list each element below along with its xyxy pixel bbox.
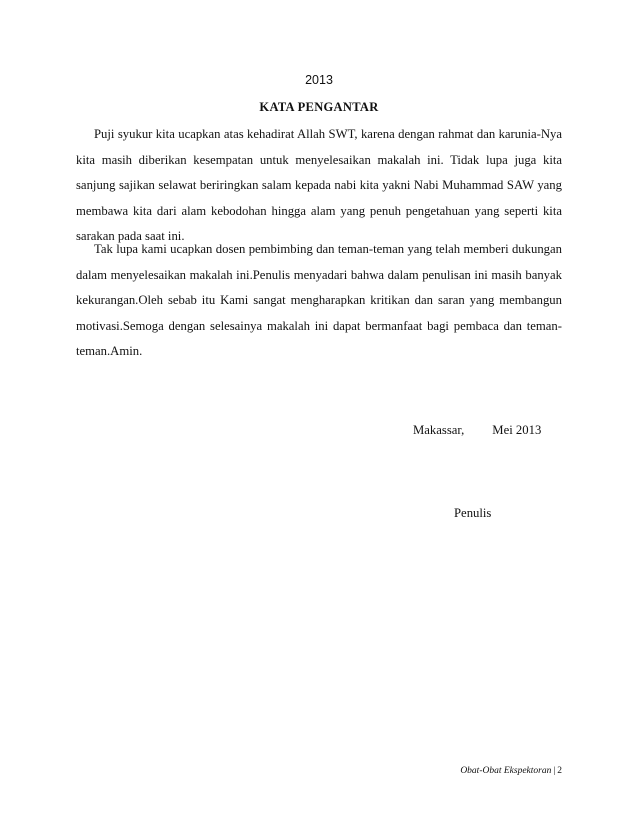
header-year: 2013 [305,73,333,87]
date: Mei 2013 [492,423,542,437]
body-paragraph: Tak lupa kami ucapkan dosen pembimbing dan teman-teman yang telah memberi dukungan dalam menyelesaikan makalah ini.Penulis menyadari bahwa dalam penulisan ini masih banyak kekurangan.Oleh sebab itu Kami sangat mengharapkan kritikan dan saran yang membangun motivasi.Semoga dengan selesainya makalah ini dapat bermanfaat bagi pembaca dan teman-teman.Amin. [76,242,562,358]
body-paragraph: Puji syukur kita ucapkan atas kehadirat Allah SWT, karena dengan rahmat dan karunia-Nya kita masih diberikan kesempatan untuk menyelesaikan makalah ini. Tidak lupa juga kita sanjung sajikan selawat beriringkan salam kepada nabi kita yakni Nabi Muhammad SAW yang membawa kita dari alam kebodohan hingga alam yang penuh pengetahuan yang seperti kita sarakan pada saat ini. [76,127,562,243]
place: Makassar, [413,423,465,437]
footer-running-title: Obat-Obat Ekspektoran [460,766,552,776]
place-date-line [413,423,541,438]
footer-separator: | [553,766,556,776]
page-title: KATA PENGANTAR [259,100,379,114]
page-footer [460,766,562,776]
signer: Penulis [454,506,492,520]
page-number: 2 [557,766,562,776]
